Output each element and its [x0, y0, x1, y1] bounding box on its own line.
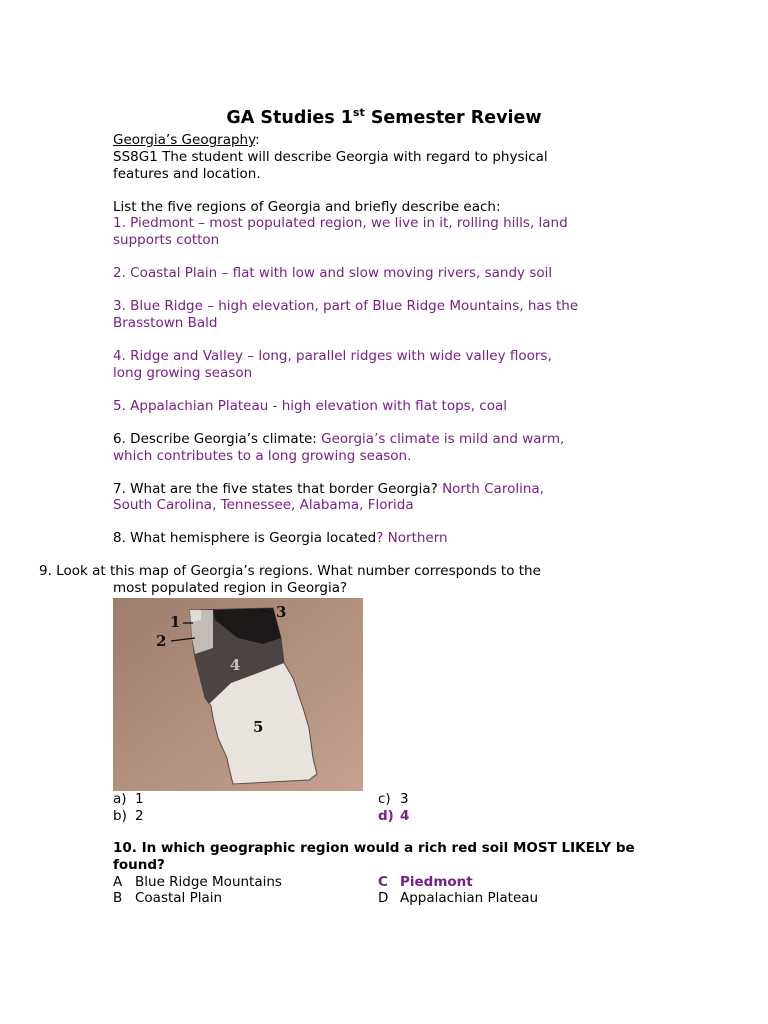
section-heading-text: Georgia’s Geography: [113, 132, 256, 148]
map-label-2: 2: [156, 632, 167, 650]
q7-answer-2: South Carolina, Tennessee, Alabama, Florida: [113, 497, 414, 513]
section-heading: [113, 132, 260, 149]
region-1-line-2: supports cotton: [113, 232, 220, 248]
q7-prompt: 7. What are the five states that border Georgia?: [113, 481, 443, 497]
georgia-regions-map: [113, 598, 363, 791]
option-text: 4: [400, 808, 410, 824]
q10-option-c-correct[interactable]: [378, 874, 473, 891]
plateau-region: [190, 610, 201, 622]
map-label-4: 4: [230, 656, 241, 674]
q9-line-1: 9. Look at this map of Georgia’s regions. What number corresponds to the: [39, 563, 541, 579]
q10-option-d[interactable]: [378, 890, 538, 907]
q10-option-b[interactable]: [113, 890, 222, 907]
q9-line-2: most populated region in Georgia?: [113, 580, 348, 596]
q9-option-b[interactable]: [113, 808, 144, 825]
map-image: [113, 598, 363, 791]
q9-option-a[interactable]: [113, 791, 144, 808]
title-rest: Semester Review: [364, 108, 542, 128]
q9-option-d-correct[interactable]: [378, 808, 409, 825]
option-key: C: [378, 874, 388, 890]
q9-option-c[interactable]: [378, 791, 409, 808]
option-text: Appalachian Plateau: [400, 890, 539, 906]
region-3-line-1: 3. Blue Ridge – high elevation, part of Blue Ridge Mountains, has the: [113, 298, 579, 314]
region-4-line-1: 4. Ridge and Valley – long, parallel ridges with wide valley floors,: [113, 348, 552, 364]
region-3-line-2: Brasstown Bald: [113, 315, 218, 331]
option-text: 2: [135, 808, 144, 824]
option-key: c): [378, 791, 391, 807]
standard-line-1: SS8G1 The student will describe Georgia with regard to physical: [113, 149, 548, 165]
region-1-line-1: 1. Piedmont – most populated region, we live in it, rolling hills, land: [113, 215, 568, 231]
region-5-line-1: 5. Appalachian Plateau - high elevation with flat tops, coal: [113, 398, 507, 414]
option-key: b): [113, 808, 127, 824]
q10-option-a[interactable]: [113, 874, 282, 891]
option-key: d): [378, 808, 394, 824]
option-text: Piedmont: [400, 874, 473, 890]
title-text: GA Studies 1: [226, 108, 353, 128]
section-heading-colon: :: [255, 132, 260, 148]
q7-answer-1: North Carolina,: [442, 481, 544, 497]
map-label-1: 1: [170, 613, 181, 631]
option-key: A: [113, 874, 123, 890]
q8-answer: Northern: [387, 530, 448, 546]
map-label-3: 3: [276, 603, 287, 621]
option-text: Blue Ridge Mountains: [135, 874, 282, 890]
q10-line-2: found?: [113, 857, 165, 873]
option-text: 1: [135, 791, 144, 807]
q8-line: [113, 530, 448, 547]
option-key: a): [113, 791, 127, 807]
region-4-line-2: long growing season: [113, 365, 253, 381]
q7-line-1: [113, 481, 544, 498]
region-2-line-1: 2. Coastal Plain – flat with low and slow moving rivers, sandy soil: [113, 265, 553, 281]
regions-prompt: List the five regions of Georgia and briefly describe each:: [113, 199, 501, 215]
title-superscript: st: [352, 106, 365, 119]
option-text: 3: [400, 791, 409, 807]
q10-line-1: 10. In which geographic region would a rich red soil MOST LIKELY be: [113, 840, 635, 856]
q8-prompt: 8. What hemisphere is Georgia located: [113, 530, 377, 546]
standard-line-2: features and location.: [113, 166, 261, 182]
option-key: B: [113, 890, 123, 906]
map-label-5: 5: [253, 718, 264, 736]
q6-answer-1: Georgia’s climate is mild and warm,: [321, 431, 565, 447]
option-text: Coastal Plain: [135, 890, 223, 906]
q6-line-1: [113, 431, 564, 448]
q6-prompt: 6. Describe Georgia’s climate:: [113, 431, 322, 447]
option-key: D: [378, 890, 389, 906]
q8-qmark: ?: [376, 530, 388, 546]
q6-answer-2: which contributes to a long growing season.: [113, 448, 412, 464]
page-title: [0, 108, 768, 128]
